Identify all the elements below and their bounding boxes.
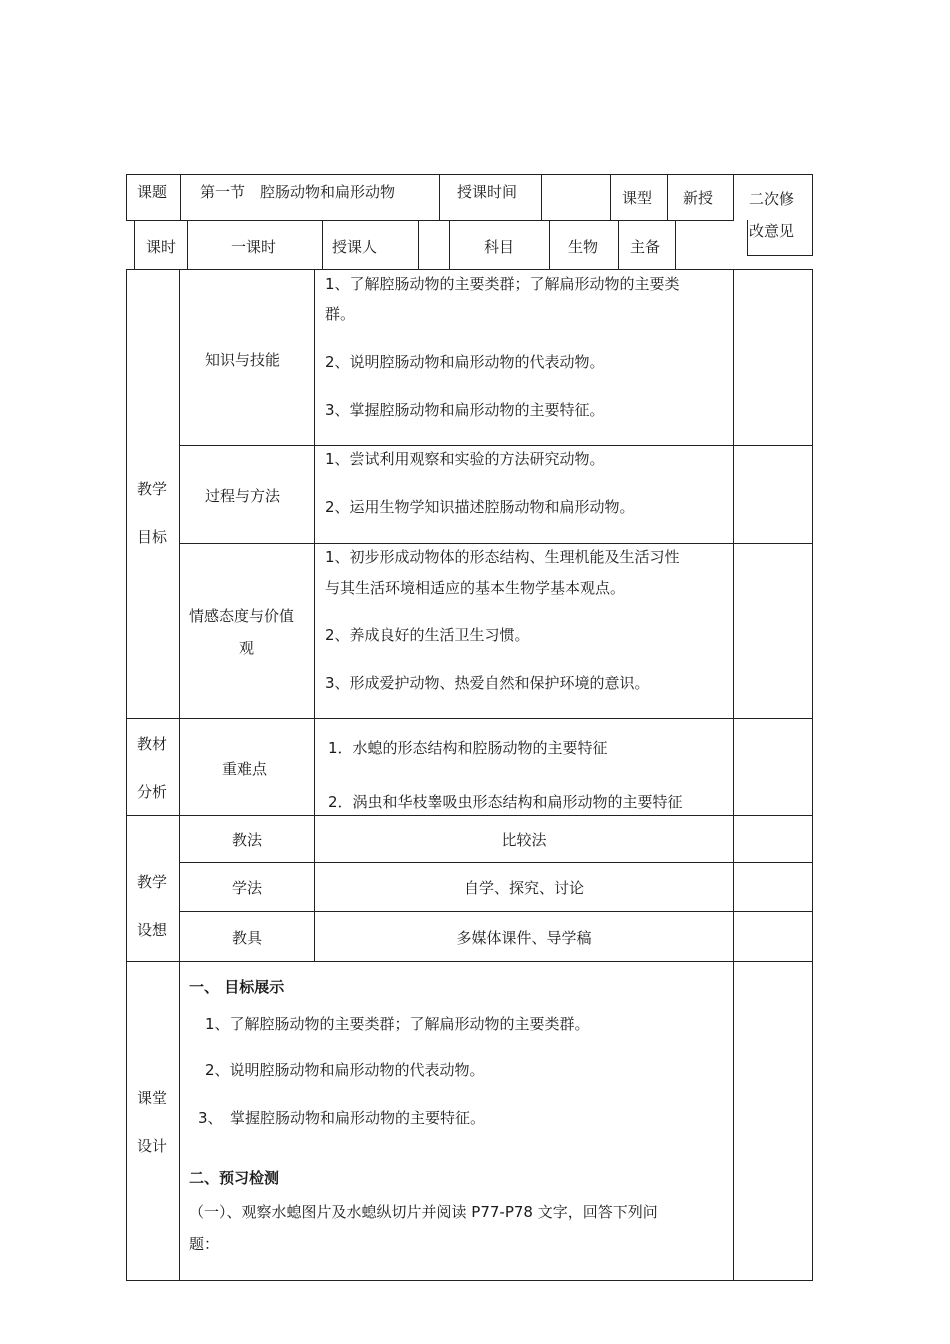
main-table-col-divider: [314, 269, 315, 962]
objectives-section-label-line1: 教学: [137, 480, 168, 498]
row-divider: [126, 718, 813, 719]
header-row1-bottom-border: [126, 220, 733, 221]
process-item: 2、运用生物学知识描述腔肠动物和扁形动物。: [325, 498, 635, 516]
header-row2-divider: [618, 220, 619, 270]
design-row-label: 教具: [231, 929, 262, 947]
header-row2-divider: [418, 220, 419, 270]
row-divider: [179, 911, 813, 912]
analysis-section-label-line1: 教材: [137, 735, 168, 753]
emotion-item: 1、初步形成动物体的形态结构、生理机能及生活习性: [325, 548, 680, 566]
main-table-col-divider: [733, 269, 734, 1281]
classroom-section-label-line2: 设计: [137, 1137, 168, 1155]
knowledge-item: 3、掌握腔肠动物和扁形动物的主要特征。: [325, 401, 605, 419]
section-heading-preview: 二、预习检测: [189, 1169, 280, 1187]
design-section-label-line2: 设想: [137, 921, 168, 939]
main-table-left-border: [126, 269, 127, 1281]
header-row2-divider: [549, 220, 550, 270]
keshi-label: 课时: [146, 238, 177, 256]
goal-item: 3、 掌握腔肠动物和扁形动物的主要特征。: [198, 1109, 486, 1127]
design-row-value: 多媒体课件、导学稿: [456, 929, 592, 947]
header-row1-divider: [667, 174, 668, 221]
header-row2-divider: [322, 220, 323, 270]
zhubei-label: 主备: [630, 238, 661, 256]
kemu-value: 生物: [568, 238, 599, 256]
header-row1-divider: [439, 174, 440, 221]
keshi-value: 一课时: [231, 238, 277, 256]
row-divider: [179, 445, 813, 446]
emotion-item: 2、养成良好的生活卫生习惯。: [325, 626, 530, 644]
revision-label-line1: 二次修: [749, 190, 795, 208]
main-table-bottom-border: [126, 1280, 813, 1281]
header-row1-divider: [733, 174, 734, 221]
process-item: 1、尝试利用观察和实验的方法研究动物。: [325, 450, 605, 468]
header-row1-divider: [126, 174, 127, 221]
design-section-label-line1: 教学: [137, 873, 168, 891]
lesson-title: 第一节 腔肠动物和扁形动物: [200, 183, 396, 201]
main-table-right-border: [812, 269, 813, 1281]
knowledge-item: 群。: [325, 305, 356, 323]
header-row2-divider: [675, 220, 676, 270]
knowledge-item: 2、说明腔肠动物和扁形动物的代表动物。: [325, 353, 605, 371]
header-row2-divider: [134, 220, 135, 270]
goal-item: 2、说明腔肠动物和扁形动物的代表动物。: [205, 1061, 485, 1079]
revision-cell-border: [747, 255, 813, 256]
classroom-section-label-line1: 课堂: [137, 1089, 168, 1107]
key-difficult-points-label: 重难点: [222, 760, 268, 778]
row-divider: [126, 815, 813, 816]
kexing-value: 新授: [683, 189, 714, 207]
ke-ti-label: 课题: [137, 183, 168, 201]
analysis-item: 2．涡虫和华枝睾吸虫形态结构和扁形动物的主要特征: [328, 793, 683, 811]
analysis-item: 1．水螅的形态结构和腔肠动物的主要特征: [328, 739, 608, 757]
header-row1-divider: [610, 174, 611, 221]
preview-question-line1: （一）、观察水螅图片及水螅纵切片并阅读 P77-P78 文字，回答下列问: [189, 1203, 658, 1221]
main-table-top-border: [126, 269, 813, 270]
kemu-label: 科目: [484, 238, 515, 256]
header-row1-divider: [541, 174, 542, 221]
design-row-value: 自学、探究、讨论: [463, 879, 584, 897]
design-row-label: 教法: [231, 831, 262, 849]
revision-cell-border: [747, 220, 748, 256]
emotion-item: 与其生活环境相适应的基本生物学基本观点。: [325, 579, 626, 597]
row-divider: [179, 862, 813, 863]
objectives-section-label-line2: 目标: [137, 528, 168, 546]
revision-cell-border: [812, 174, 813, 256]
shoukeren-label: 授课人: [332, 238, 378, 256]
shouke-shijian-label: 授课时间: [457, 183, 518, 201]
section-heading-goals: 一、 目标展示: [189, 978, 285, 996]
preview-question-line2: 题：: [189, 1235, 220, 1253]
knowledge-skills-label: 知识与技能: [205, 351, 281, 369]
analysis-section-label-line2: 分析: [137, 783, 168, 801]
kexing-label: 课型: [622, 189, 653, 207]
design-row-value: 比较法: [501, 831, 547, 849]
design-row-label: 学法: [231, 879, 262, 897]
revision-label-line2: 改意见: [749, 222, 795, 240]
emotion-attitude-label-line1: 情感态度与价值: [189, 607, 295, 625]
header-row1-divider: [180, 174, 181, 221]
main-table-col-divider: [179, 269, 180, 1281]
emotion-item: 3、形成爱护动物、热爱自然和保护环境的意识。: [325, 674, 650, 692]
header-row1-top-border: [126, 174, 813, 175]
knowledge-item: 1、了解腔肠动物的主要类群；了解扁形动物的主要类: [325, 275, 680, 293]
header-row2-divider: [187, 220, 188, 270]
header-row2-divider: [449, 220, 450, 270]
row-divider: [126, 961, 813, 962]
row-divider: [179, 543, 813, 544]
emotion-attitude-label-line2: 观: [239, 639, 255, 657]
process-methods-label: 过程与方法: [205, 487, 281, 505]
goal-item: 1、了解腔肠动物的主要类群；了解扁形动物的主要类群。: [205, 1015, 590, 1033]
